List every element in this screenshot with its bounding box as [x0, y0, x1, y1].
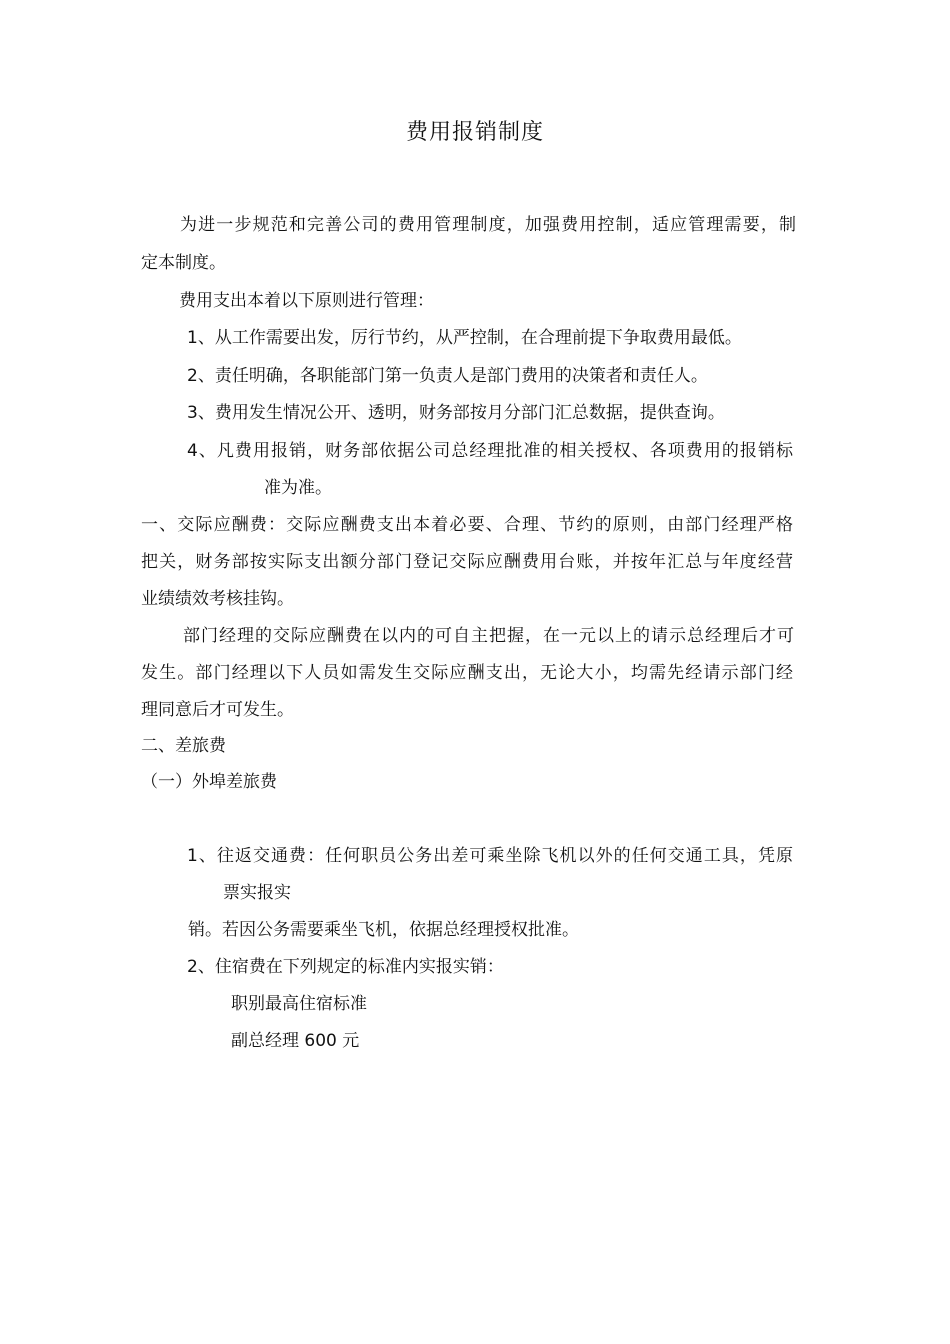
principle-item-4-line-2: 准为准。 [264, 478, 332, 498]
travel-item-1-line-1: 1、往返交通费：任何职员公务出差可乘坐除飞机以外的任何交通工具，凭原 [187, 846, 793, 866]
document-title: 费用报销制度 [405, 120, 544, 145]
section-1-line-3: 业绩绩效考核挂钩。 [141, 589, 294, 609]
lodging-table-header: 职别最高住宿标准 [231, 994, 367, 1014]
principle-item-3: 3、费用发生情况公开、透明，财务部按月分部门汇总数据，提供查询。 [187, 403, 725, 423]
principle-item-4-line-1: 4、凡费用报销，财务部依据公司总经理批准的相关授权、各项费用的报销标 [187, 441, 793, 461]
travel-item-1-line-2: 票实报实 [223, 883, 291, 903]
travel-item-1-line-3: 销。若因公务需要乘坐飞机，依据总经理授权批准。 [188, 920, 579, 940]
intro-line-1: 为进一步规范和完善公司的费用管理制度，加强费用控制，适应管理需要，制 [180, 215, 796, 235]
principle-item-1: 1、从工作需要出发，厉行节约，从严控制，在合理前提下争取费用最低。 [187, 328, 742, 348]
section-1-para-2-line-3: 理同意后才可发生。 [141, 700, 294, 720]
section-1-para-2-line-1: 部门经理的交际应酬费在以内的可自主把握，在一元以上的请示总经理后才可 [183, 626, 794, 646]
section-2-heading: 二、差旅费 [141, 736, 226, 756]
section-1-line-2: 把关，财务部按实际支出额分部门登记交际应酬费用台账，并按年汇总与年度经营 [141, 552, 793, 572]
lodging-table-row: 副总经理 600 元 [231, 1031, 360, 1051]
section-1-para-2-line-2: 发生。部门经理以下人员如需发生交际应酬支出，无论大小，均需先经请示部门经 [141, 663, 793, 683]
intro-line-2: 定本制度。 [141, 253, 226, 273]
subsection-1-heading: （一）外埠差旅费 [141, 772, 277, 792]
principle-item-2: 2、责任明确，各职能部门第一负责人是部门费用的决策者和责任人。 [187, 366, 708, 386]
section-1-line-1: 一、交际应酬费：交际应酬费支出本着必要、合理、节约的原则，由部门经理严格 [141, 515, 793, 535]
travel-item-2: 2、住宿费在下列规定的标准内实报实销： [187, 957, 504, 977]
principles-heading: 费用支出本着以下原则进行管理： [179, 291, 434, 311]
